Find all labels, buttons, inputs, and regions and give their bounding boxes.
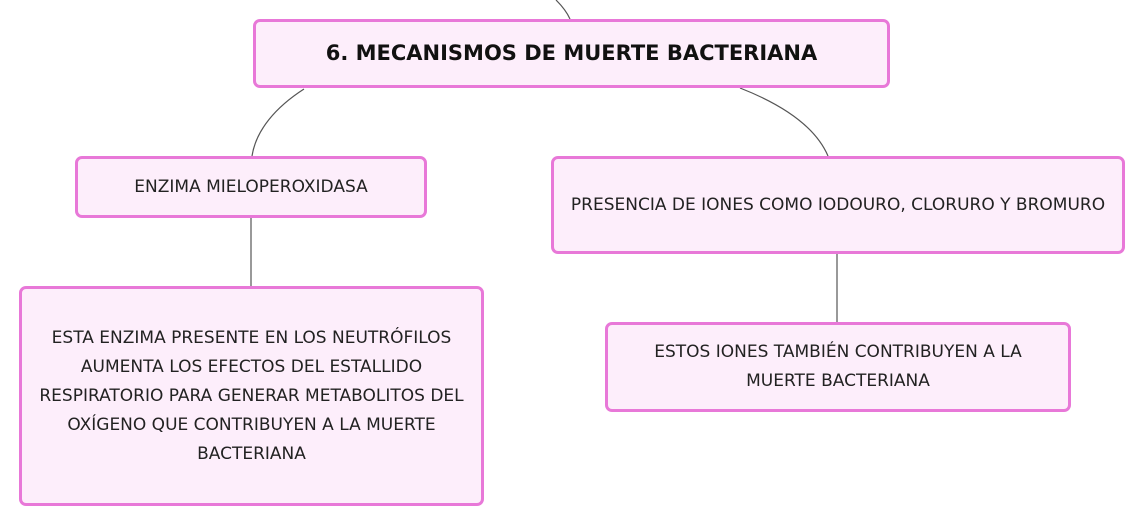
enzyme-detail-node[interactable] <box>19 286 484 506</box>
ions-detail-node[interactable] <box>605 322 1071 412</box>
connector-root-to-ions <box>740 88 828 156</box>
connector-parent-to-root <box>556 0 570 19</box>
root-node[interactable] <box>253 19 890 88</box>
ions-node-label: PRESENCIA DE IONES COMO IODOURO, CLORURO Y BROMURO <box>570 194 1106 215</box>
enzyme-node-label: ENZIMA MIELOPEROXIDASA <box>134 176 368 197</box>
connector-root-to-enzyme <box>252 89 304 156</box>
ions-detail-text: ESTOS IONES TAMBIÉN CONTRIBUYEN A LA MUERTE BACTERIANA <box>654 342 1022 391</box>
enzyme-node[interactable] <box>75 156 427 218</box>
enzyme-detail-text: ESTA ENZIMA PRESENTE EN LOS NEUTRÓFILOS AUMENTA LOS EFECTOS DEL ESTALLIDO RESPIRATORIO PARA GENERAR METABOLITOS DEL OXÍGENO QUE CONTRIBUYEN A LA MUERTE BACTERIANA <box>39 327 464 464</box>
root-node-label: 6. MECANISMOS DE MUERTE BACTERIANA <box>325 41 818 65</box>
ions-node[interactable] <box>551 156 1125 254</box>
